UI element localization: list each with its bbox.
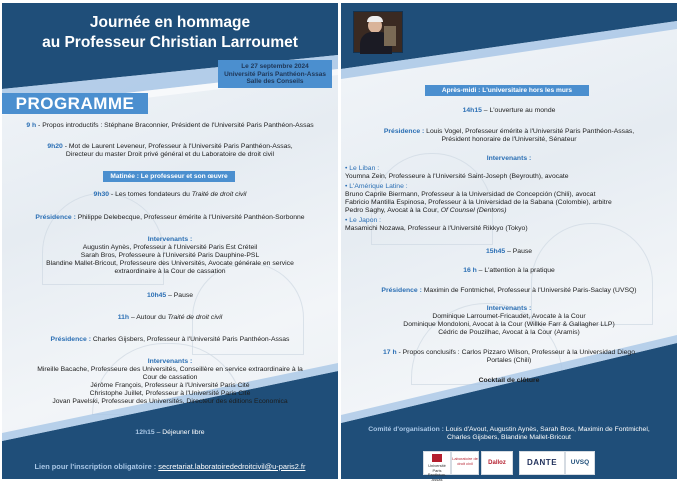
leveneur-time: 9h20 [47, 143, 63, 150]
intervenant-item: Mireille Bacache, Professeure des Universités, Conseillère en service extraordinaire à la [37, 366, 303, 373]
apresmidi-banner: Après-midi : L'universitaire hors les murs [425, 85, 589, 96]
liban-text: Youmna Zein, Professeure à l'Université Saint-Joseph (Beyrouth), avocate [345, 173, 569, 180]
intervenant-item: Cour de cassation [142, 374, 198, 381]
pause1-text: – Pause [166, 292, 194, 299]
portrait-lectern [384, 26, 396, 46]
conclusion-text-1: - Propos conclusifs : Carlos Pizzaro Wilson, Professeur à la Universidad Diego [396, 349, 635, 356]
logo-dante: DANTE [519, 451, 565, 475]
leveneur-line-2: Directeur du master Droit privé général et du Laboratoire de droit civil [65, 151, 275, 158]
portrait-hair [367, 16, 383, 22]
session1-title: Traité de droit civil [191, 191, 247, 198]
session2-line [2, 314, 338, 322]
conclusion-time: 17 h [383, 349, 397, 356]
logo-uvsq: UVSQ [565, 451, 595, 475]
event-university: Université Paris Panthéon-Assas [224, 70, 326, 78]
pause1-line [2, 292, 338, 300]
liban-label: Le Liban : [349, 165, 380, 172]
presidence3-text-1: Louis Vogel, Professeur émérite à l'Université Paris Panthéon-Assas, [424, 128, 635, 135]
intervenant-item: Jovan Pavelski, Professeur des Universités, Directeur des éditions Economica [52, 398, 288, 405]
amerique-label: L'Amérique Latine : [349, 183, 408, 190]
session4-line [341, 267, 677, 275]
presidence1-label: Présidence : [35, 214, 76, 221]
comite-line-2: Charles Gijsbers, Blandine Mallet-Bricout [447, 434, 571, 441]
dejeuner-line [2, 429, 338, 437]
title-line-2: au Professeur Christian Larroumet [42, 34, 298, 51]
intervenant-item: Jérôme François, Professeur à l'Université Paris Cité [90, 382, 250, 389]
programme-heading: PROGRAMME [15, 94, 135, 113]
inscription-email-link[interactable]: secretariat.laboratoirededroitcivil@u-paris2.fr [158, 462, 306, 471]
intervenant-item: Blandine Mallet-Bricout, Professeure des Universités, Avocate générale en service [46, 260, 294, 267]
intervenant-item: Sarah Bros, Professeure à l'Université Paris Dauphine-PSL [80, 252, 260, 259]
programme-page-left [2, 3, 338, 479]
session1-time: 9h30 [93, 191, 110, 198]
intervenant-item: Dominique Larroumet-Fricaudet, Avocate à la Cour [432, 313, 586, 320]
event-room: Salle des Conseils [246, 78, 304, 86]
amerique-item: Fabricio Mantilla Espinosa, Professeur à la Universidad de la Sabana (Colombie), arbitre [345, 199, 612, 206]
saghy-firm: Of Counsel (Dentons) [440, 207, 507, 214]
intro-text: - Propos introductifs : Stéphane Braconnier, Président de l'Université Paris Panthéon-Assas [36, 122, 314, 129]
event-date: Le 27 septembre 2024 [241, 63, 309, 70]
presidence4-line [341, 287, 677, 295]
session4-time: 16 h [463, 267, 477, 274]
intervenants2-label: Intervenants : [147, 358, 193, 365]
leveneur-text-1: - Mot de Laurent Leveneur, Professeur à l'Université Paris Panthéon-Assas, [62, 143, 293, 150]
logo-dalloz: Dalloz [481, 451, 513, 475]
comite-text-1: Louis d'Avout, Augustin Aynès, Sarah Bros, Maximin de Fontmichel, [443, 426, 650, 433]
presidence1-line [2, 214, 338, 222]
pause2-text: – Pause [505, 248, 533, 255]
presidence4-text: Maximin de Fontmichel, Professeur à l'Université Paris-Saclay (UVSQ) [421, 287, 637, 294]
dejeuner-text: – Déjeuner libre [154, 429, 205, 436]
session3-line [341, 107, 677, 115]
presidence2-line [2, 336, 338, 344]
intro-time: 9 h [26, 122, 37, 129]
presidence2-text: Charles Gijsbers, Professeur à l'Université Paris Panthéon-Assas [90, 336, 290, 343]
comite-label: Comité d'organisation : [368, 426, 444, 433]
saghy-line [345, 207, 675, 215]
cocktail-line: Cocktail de clôture [478, 377, 540, 384]
intervenant-item: extraordinaire à la Cour de cassation [114, 268, 226, 275]
pause1-time: 10h45 [146, 292, 167, 299]
professor-portrait-photo [353, 11, 403, 53]
pause2-time: 15h45 [485, 248, 506, 255]
title-line-1: Journée en hommage [89, 14, 251, 31]
intervenants1-label: Intervenants : [147, 236, 193, 243]
session4-text: – L'attention à la pratique [476, 267, 555, 274]
date-box [218, 60, 332, 88]
programme-page-right [341, 3, 677, 482]
session2-title: Traité de droit civil [167, 314, 223, 321]
saghy-prefix: Pedro Saghy, Avocat à la Cour, [345, 207, 441, 214]
conclusion-line-2: Portales (Chili) [486, 357, 532, 364]
session2-time: 11h [117, 314, 130, 321]
session2-prefix: – Autour du [129, 314, 168, 321]
session3-text: – L'ouverture au monde [481, 107, 556, 114]
inscription-line [2, 463, 338, 471]
pause2-line [341, 248, 677, 256]
intervenant-item: Dominique Mondoloni, Avocat à la Cour (Willkie Farr & Gallagher LLP) [403, 321, 615, 328]
japon-text: Masamichi Nozawa, Professeur à l'Université Rikkyo (Tokyo) [345, 225, 528, 232]
intro-line [2, 122, 338, 130]
matinee-banner: Matinée : Le professeur et son œuvre [103, 171, 235, 182]
intervenant-item: Christophe Juillet, Professeur à l'Université Paris Cité [89, 390, 251, 397]
intervenant-item: Cédric de Pouzilhac, Avocat à la Cour (Aramis) [438, 329, 580, 336]
presidence3-label: Présidence : [383, 128, 425, 135]
intervenants3-label: Intervenants : [486, 155, 532, 162]
presidence2-label: Présidence : [50, 336, 91, 343]
logo-laboratoire-droit-civil: Laboratoire de droit civil [451, 451, 479, 475]
logo-emblem [432, 454, 442, 462]
intervenant-item: Augustin Aynès, Professeur à l'Université Paris Est Créteil [82, 244, 258, 251]
inscription-label: Lien pour l'inscription obligatoire : [34, 462, 157, 471]
presidence1-text: Philippe Delebecque, Professeur émérite à l'Université Panthéon-Sorbonne [75, 214, 305, 221]
japon-label: Le Japon : [349, 217, 382, 224]
intervenants4-label: Intervenants : [486, 305, 532, 312]
session1-line [2, 191, 338, 199]
session3-time: 14h15 [462, 107, 482, 114]
presidence4-label: Présidence : [381, 287, 422, 294]
logo-paris-pantheon-assas: Université Paris Panthéon-Assas [423, 451, 451, 475]
dejeuner-time: 12h15 [135, 429, 155, 436]
session1-prefix: - Les tomes fondateurs du [109, 191, 192, 198]
liban-bullet: • Le Liban : [345, 165, 380, 172]
japon-bullet: • Le Japon : [345, 217, 382, 224]
presidence3-line-2: Président honoraire de l'Université, Sénateur [441, 136, 577, 143]
amerique-item: Bruno Caprile Biermann, Professeur à la Universidad de Concepción (Chili), avocat [345, 191, 596, 198]
programme-banner [2, 93, 148, 114]
amerique-bullet: • L'Amérique Latine : [345, 183, 408, 190]
